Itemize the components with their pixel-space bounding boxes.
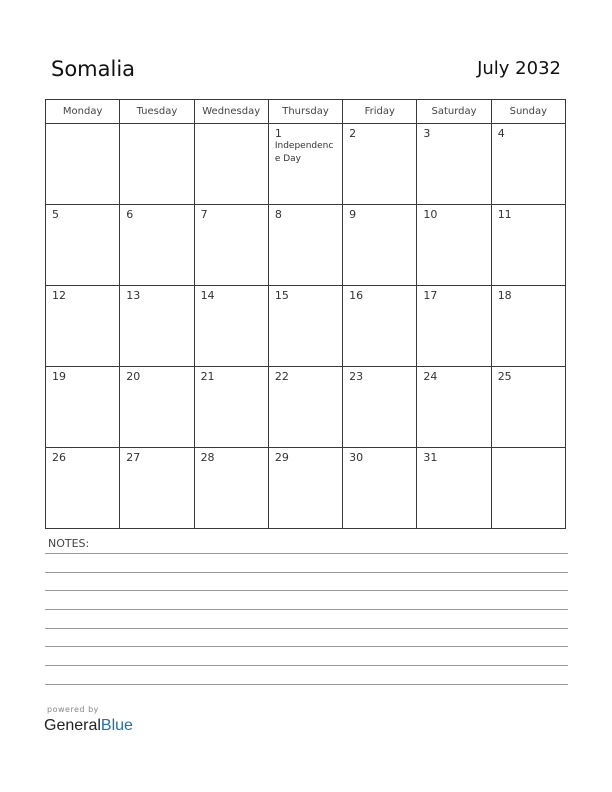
day-number: 1 — [274, 127, 282, 140]
calendar-day-cell — [268, 367, 342, 448]
calendar-day-cell — [46, 448, 120, 529]
weekday-header: Tuesday — [120, 100, 194, 124]
calendar-day-cell — [343, 448, 417, 529]
day-number: 20 — [126, 370, 141, 383]
weekday-header: Monday — [46, 100, 120, 124]
day-number: 26 — [52, 451, 66, 464]
calendar-day-cell — [268, 448, 342, 529]
calendar-day-cell — [343, 124, 417, 205]
brand-name-general: General — [44, 717, 101, 734]
day-number: 19 — [52, 370, 66, 383]
day-number: 30 — [349, 451, 364, 464]
day-number: 29 — [274, 451, 289, 464]
country-title: Somalia — [51, 57, 136, 81]
day-number: 9 — [349, 208, 357, 221]
day-number: 7 — [200, 208, 208, 221]
day-number: 31 — [423, 451, 438, 464]
calendar-day-cell — [343, 286, 417, 367]
day-number: 27 — [126, 451, 141, 464]
calendar-day-cell — [120, 124, 194, 205]
day-number: 5 — [52, 208, 59, 221]
calendar-day-cell — [194, 124, 268, 205]
calendar-day-cell — [268, 286, 342, 367]
calendar-day-cell — [120, 448, 194, 529]
day-number: 22 — [274, 370, 289, 383]
notes-line — [45, 628, 568, 629]
calendar-day-cell — [417, 367, 491, 448]
calendar-day-cell — [343, 367, 417, 448]
weekday-header: Wednesday — [194, 100, 268, 124]
calendar-day-cell — [194, 205, 268, 286]
calendar-day-cell — [120, 286, 194, 367]
notes-line — [45, 684, 568, 685]
holiday-label: Independence Day — [274, 141, 334, 164]
day-number: 4 — [497, 127, 505, 140]
day-number: 11 — [497, 208, 512, 221]
day-number: 6 — [126, 208, 134, 221]
notes-line — [45, 590, 568, 591]
day-number: 21 — [200, 370, 215, 383]
calendar-week-row — [46, 286, 566, 367]
day-number: 10 — [423, 208, 438, 221]
calendar-grid — [45, 99, 566, 529]
calendar-day-cell — [491, 205, 565, 286]
weekday-header: Friday — [343, 100, 417, 124]
calendar-day-cell — [194, 448, 268, 529]
calendar-day-cell — [194, 286, 268, 367]
calendar-day-cell — [268, 124, 342, 205]
day-number: 8 — [274, 208, 282, 221]
calendar-day-cell — [417, 205, 491, 286]
notes-line — [45, 665, 568, 666]
calendar-day-cell — [120, 205, 194, 286]
calendar-day-cell — [46, 124, 120, 205]
weekday-header: Saturday — [417, 100, 491, 124]
calendar-day-cell — [268, 205, 342, 286]
weekday-header: Sunday — [491, 100, 565, 124]
day-number: 13 — [126, 289, 141, 302]
day-number: 17 — [423, 289, 438, 302]
calendar-day-cell — [417, 124, 491, 205]
day-number: 2 — [349, 127, 357, 140]
calendar-day-cell — [491, 124, 565, 205]
calendar-day-cell — [46, 205, 120, 286]
day-number: 18 — [497, 289, 512, 302]
day-number: 28 — [200, 451, 215, 464]
notes-line — [45, 609, 568, 610]
powered-by-text: powered by — [47, 705, 99, 714]
calendar-day-cell — [491, 448, 565, 529]
calendar-day-cell — [343, 205, 417, 286]
calendar-week-row — [46, 124, 566, 205]
notes-label: NOTES: — [48, 537, 90, 550]
calendar-day-cell — [120, 367, 194, 448]
notes-line — [45, 553, 568, 554]
calendar-day-cell — [417, 286, 491, 367]
calendar-day-cell — [46, 367, 120, 448]
weekday-header: Thursday — [268, 100, 342, 124]
weekday-header-row — [46, 100, 566, 124]
day-number: 3 — [423, 127, 431, 140]
calendar-week-row — [46, 448, 566, 529]
calendar-day-cell — [194, 367, 268, 448]
calendar-day-cell — [491, 367, 565, 448]
notes-line — [45, 572, 568, 573]
calendar-week-row — [46, 205, 566, 286]
brand-logo — [44, 717, 133, 735]
day-number: 12 — [52, 289, 66, 302]
month-year-title: July 2032 — [477, 58, 561, 79]
brand-name-blue: Blue — [100, 717, 133, 734]
notes-line — [45, 646, 568, 647]
calendar-day-cell — [491, 286, 565, 367]
day-number: 14 — [200, 289, 215, 302]
calendar-day-cell — [417, 448, 491, 529]
day-number: 23 — [349, 370, 364, 383]
day-number: 24 — [423, 370, 438, 383]
calendar-day-cell — [46, 286, 120, 367]
day-number: 25 — [497, 370, 512, 383]
day-number: 15 — [274, 289, 289, 302]
calendar-week-row — [46, 367, 566, 448]
day-number: 16 — [349, 289, 364, 302]
